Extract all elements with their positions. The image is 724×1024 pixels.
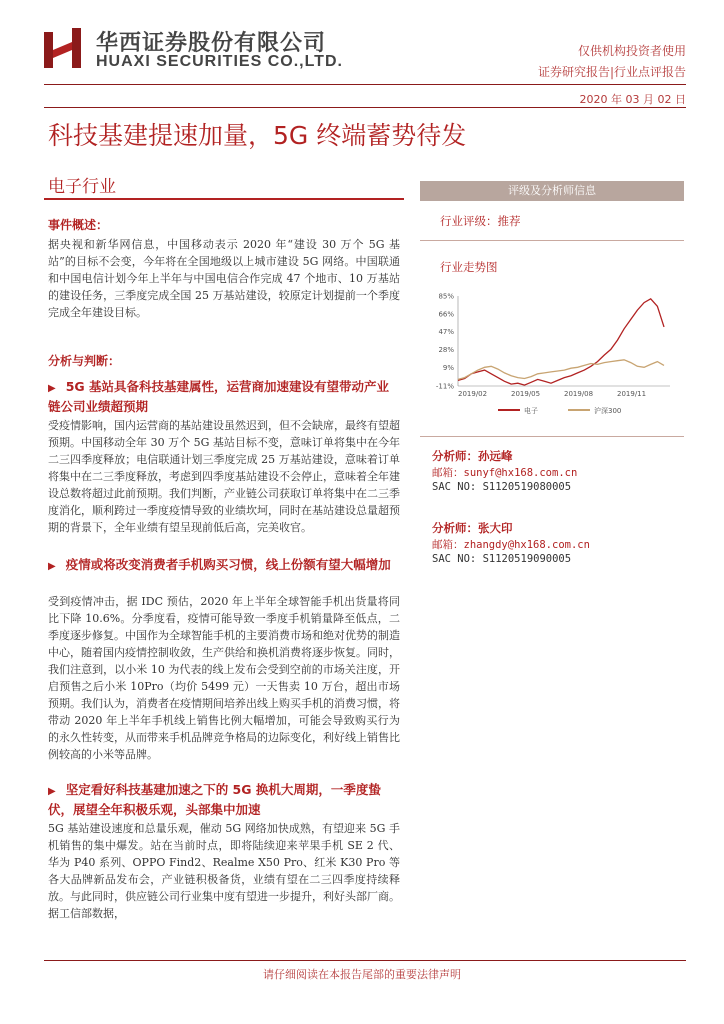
analyst-2-email[interactable]: 邮箱：zhangdy@hx168.com.cn (432, 539, 590, 551)
point-1-text: 受疫情影响，国内运营商的基站建设虽然迟到，但不会缺席，最终有望超预期。中国移动全年 30 万个 5G 基站目标不变，意味订单将集中在今年二三四季度释放；电信联通计划三季度完成 25 万基站建设，意味着订单将集中在二三季度释放，考虑到四季度基站建设不会停止，意味着全年建设总数将超过此前预期。我们判断，产业链公司获取订单将集中在二三季度消化，顺利跨过一季度疫情导致的业绩坎坷，同时在基站建设总量超预期的背景下，全年业绩有望呈现前低后高，完美收官。 (48, 419, 400, 534)
y-tick-label: 66% (438, 310, 454, 319)
point-3-text: 5G 基站建设速度和总量乐观，催动 5G 网络加快成熟，有望迎来 5G 手机销售的集中爆发。站在当前时点，即将陆续迎来苹果手机 SE 2 代、华为 P40 系列、OPPO Find2、Realme X50 Pro、红米 K30 Pro 等各大品牌新品发布会，产业链积极备货，业绩有望在二三四季度持续释放。与此同时，供应链公司行业集中度有望进一步提升，利好头部厂商。据工信部数据， (48, 822, 400, 920)
point-3-title: ▶ 坚定看好科技基建加速之下的 5G 换机大周期，一季度蛰伏，展望全年积极乐观，头部集中加速 (48, 782, 381, 817)
rating-box-title: 评级及分析师信息 (420, 181, 684, 201)
industry-label: 电子行业 (48, 177, 116, 197)
legend-label: 沪深300 (594, 407, 622, 415)
triangle-bullet-icon: ▶ (48, 561, 56, 572)
date-divider (44, 107, 686, 108)
analyst-2-sac: SAC NO: S1120519090005 (432, 553, 572, 565)
industry-underline (44, 198, 404, 200)
sidebar-divider (420, 240, 684, 241)
analysis-heading: 分析与判断： (48, 354, 121, 368)
y-tick-label: 85% (438, 292, 454, 301)
header-divider (44, 84, 686, 85)
usage-note: 仅供机构投资者使用 (577, 44, 686, 58)
x-tick-label: 2019/11 (617, 390, 647, 398)
trend-chart (428, 286, 678, 426)
y-tick-label: -11% (435, 382, 454, 391)
company-name-cn: 华西证券股份有限公司 (96, 31, 327, 56)
footer-divider (44, 960, 686, 961)
analyst-1-email[interactable]: 邮箱：sunyf@hx168.com.cn (432, 467, 578, 479)
x-tick-label: 2019/05 (511, 390, 541, 398)
event-heading: 事件概述： (48, 218, 109, 232)
report-date: 2020 年 03 月 02 日 (579, 93, 686, 106)
series-line-1 (458, 299, 664, 385)
x-tick-label: 2019/02 (458, 390, 488, 398)
company-logo-icon (44, 28, 82, 70)
y-tick-label: 28% (438, 345, 454, 354)
industry-rating: 行业评级：推荐 (440, 214, 521, 228)
legend-label: 电子 (524, 407, 538, 415)
company-name-en: HUAXI SECURITIES CO.,LTD. (96, 53, 343, 70)
analyst-1-sac: SAC NO: S1120519080005 (432, 481, 572, 493)
triangle-bullet-icon: ▶ (48, 383, 56, 394)
footer-disclaimer: 请仔细阅读在本报告尾部的重要法律声明 (263, 968, 461, 981)
analyst-1-name: 分析师：孙远峰 (432, 449, 513, 463)
point-1-title: ▶ 5G 基站具备科技基建属性，运营商加速建设有望带动产业链公司业绩超预期 (48, 379, 390, 414)
chart-title: 行业走势图 (440, 260, 498, 274)
analyst-2-name: 分析师：张大印 (432, 521, 513, 535)
triangle-bullet-icon: ▶ (48, 786, 56, 797)
y-tick-label: 47% (438, 328, 454, 337)
sidebar-divider (420, 436, 684, 437)
series-line-2 (458, 360, 664, 380)
point-2-title: ▶ 疫情或将改变消费者手机购买习惯，线上份额有望大幅增加 (48, 557, 391, 572)
x-tick-label: 2019/08 (564, 390, 594, 398)
report-title: 科技基建提速加量，5G 终端蓄势待发 (48, 121, 467, 150)
report-type: 证券研究报告|行业点评报告 (537, 65, 686, 79)
event-text: 据央视和新华网信息，中国移动表示 2020 年“建设 30 万个 5G 基站”的目标不会变，今年将在全国地级以上城市建设 5G 网络。中国联通和中国电信计划今年上半年与中国电信合作完成 47 个地市、10 万基站的建设任务，三季度完成全国 25 万基站建设，较原定计划提前一个季度完成全年建设目标。 (48, 238, 400, 319)
point-2-text: 受到疫情冲击，据 IDC 预估，2020 年上半年全球智能手机出货量将同比下降 10.6%。分季度看，疫情可能导致一季度手机销量降至低点，二季度逐步修复。中国作为全球智能手机的主要消费市场和绝对优势的制造中心，随着国内疫情控制收敛，生产供给和换机消费将逐步恢复。同时，我们注意到，以小米 10 为代表的线上发布会受到空前的市场关注度，开启预售之后小米 10Pro（均价 5499 元）一天售卖 10 万台，超出市场预期。我们认为，消费者在疫情期间培养出线上购买手机的消费习惯，将带动 2020 年上半年手机线上销售比例大幅增加，可能会导致购买行为的永久性转变，从而带来手机品牌竞争格局的边际变化，利好线上销售比例较高的小米等品牌。 (48, 595, 400, 761)
y-tick-label: 9% (442, 363, 454, 372)
